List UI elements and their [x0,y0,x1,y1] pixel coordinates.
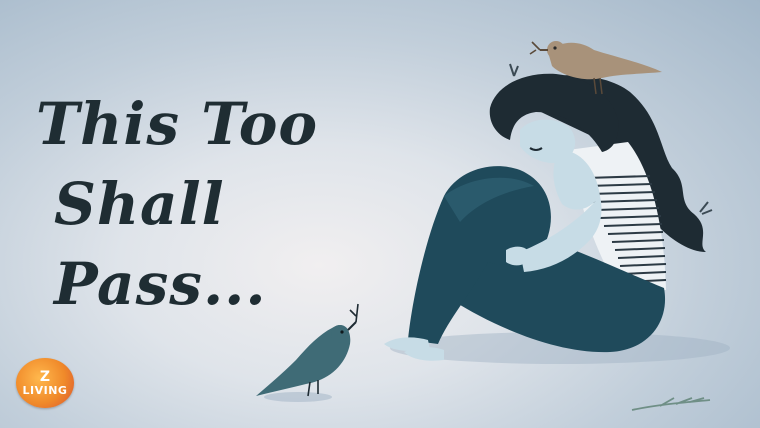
bird-shadow [264,392,332,402]
sprig-head [510,64,518,76]
logo-mark: Z [39,368,51,385]
title-text [14,84,434,324]
title-line-1: This Too [36,90,319,158]
brand-logo [16,358,74,408]
title-line-2: Shall Pass... [54,170,267,318]
logo-wordmark: LIVING [22,383,68,397]
face [520,120,575,163]
sprig-hair [700,202,712,214]
grass-sprig [632,398,710,410]
